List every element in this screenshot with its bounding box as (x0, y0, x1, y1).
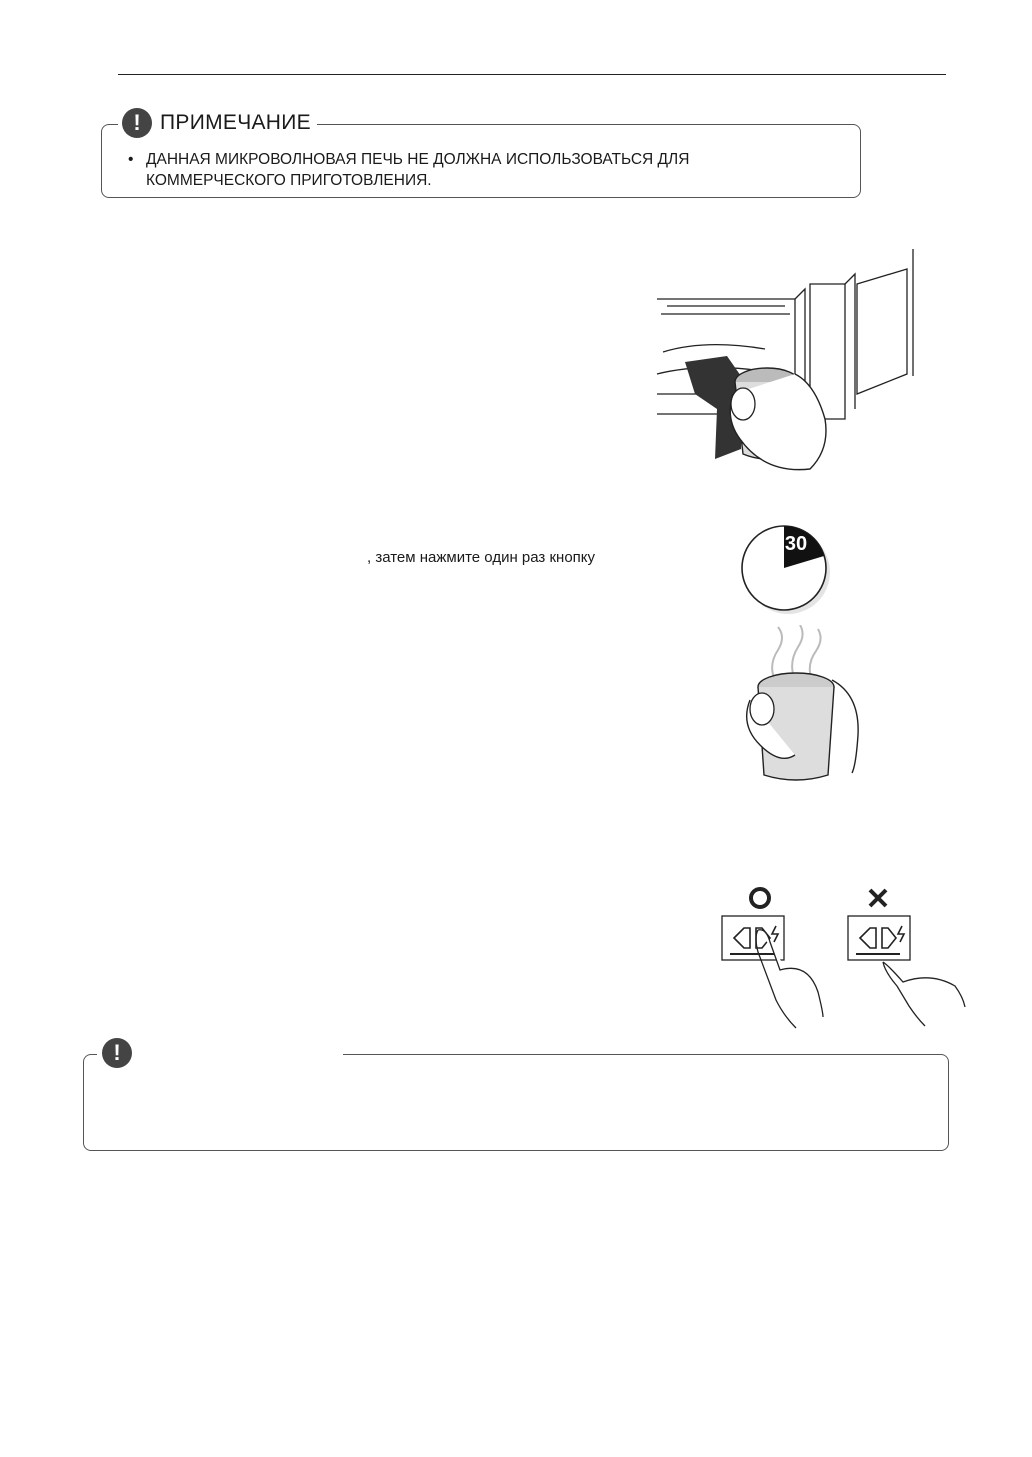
steaming-cup-illustration (740, 625, 870, 785)
note-header (118, 106, 317, 140)
microwave-cup-illustration (645, 244, 925, 480)
header-rule (118, 74, 946, 75)
note2-header (97, 1040, 343, 1070)
quick-start-30-button[interactable] (738, 522, 834, 618)
exclamation-icon: ! (102, 1038, 132, 1068)
wrong-touch-illustration (843, 882, 968, 1030)
quick-start-label: 30 (784, 533, 808, 555)
step-instruction: , затем нажмите один раз кнопку (367, 549, 596, 566)
note-title: ПРИМЕЧАНИЕ (160, 111, 311, 134)
note-body: ДАННАЯ МИКРОВОЛНОВАЯ ПЕЧЬ НЕ ДОЛЖНА ИСПОЛЬЗОВАТЬСЯ ДЛЯ КОММЕРЧЕСКОГО ПРИГОТОВЛЕНИЯ. (146, 151, 690, 189)
correct-touch-illustration (718, 882, 828, 1030)
exclamation-icon: ! (122, 108, 152, 138)
bullet: • (128, 151, 134, 168)
